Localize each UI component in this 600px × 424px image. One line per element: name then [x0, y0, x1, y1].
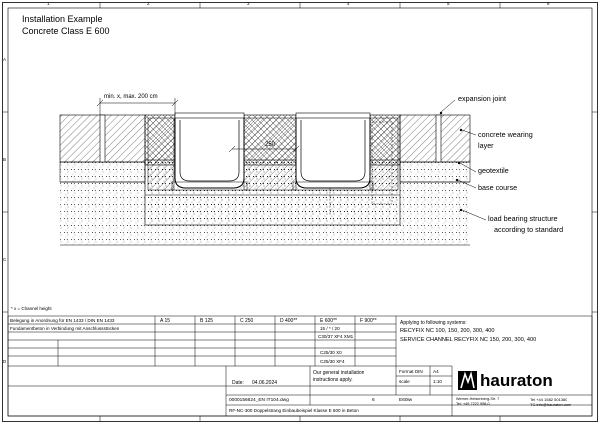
doc-code: E60lw [399, 398, 413, 403]
scale-label: scale [399, 379, 410, 384]
dimension-min-max-label: min. x, max. 200 cm [104, 94, 158, 100]
date-value: 04.06.2024 [252, 380, 278, 386]
row4-e600: C25/30 X0 [320, 350, 342, 355]
drawing-title: Installation Example [22, 14, 103, 24]
email: TC.info@hauraton.com [530, 402, 572, 407]
company-line-2: Tel: +49 7222 958-0 [456, 402, 490, 406]
general-note-1: Our general installation [313, 370, 365, 376]
label-base-course: base course [478, 183, 518, 192]
drawing-description: RF-NC-300 Doppelstrang Einbaubeispiel Klasse E 600 in Beton [229, 408, 359, 413]
brand-name: hauraton [480, 371, 553, 390]
load-class-f900: F 900** [360, 318, 377, 324]
row2-left: Fundamentbeton in Verbindung mit Anschlussstücken [10, 326, 120, 331]
col-number-6: 6 [547, 1, 550, 6]
label-geotextile: geotextile [478, 166, 509, 175]
general-note-2: instructions apply. [313, 377, 353, 383]
system-line-1: RECYFIX NC 100, 150, 200, 300, 400 [400, 328, 495, 334]
label-load-bearing-2: according to standard [494, 225, 564, 234]
drainage-channel-left [172, 113, 247, 190]
company-line-1: Werner-Heisenberg-Str. 7 [456, 397, 500, 401]
row-letter-c: C [3, 257, 7, 262]
row5-e600: C25/30 XF4 [320, 359, 345, 364]
row-letter-b: B [3, 157, 7, 162]
load-class-a15: A 15 [160, 318, 171, 324]
system-line-2: SERVICE CHANNEL RECYFIX NC 150, 200, 300, 400 [400, 337, 537, 343]
load-class-e600: E 600** [320, 318, 337, 324]
label-concrete-wearing-1: concrete wearing [478, 130, 533, 139]
col-number-1: 1 [47, 1, 50, 6]
row2-e600: 15 / * / 20 [320, 326, 340, 331]
load-class-c250: C 250 [240, 318, 254, 324]
title-block-grid [8, 316, 592, 416]
col-number-3: 3 [247, 1, 250, 6]
sheet-number: 6 [372, 398, 375, 403]
category-label: Belegung in Anordnung für EN 1433 / DIN EN 1433 [10, 318, 115, 323]
drainage-channel-right [293, 113, 373, 190]
label-load-bearing-1: load bearing structure [488, 214, 558, 223]
format-value: A4 [433, 369, 439, 374]
applies-to-label: Applying to following systems: [400, 320, 467, 326]
label-expansion-joint: expansion joint [458, 94, 506, 103]
drawing-subtitle: Concrete Class E 600 [22, 26, 110, 36]
row-letter-d: D [3, 359, 7, 364]
footnote: * x = Channel height [11, 306, 52, 311]
load-class-d400: D 400** [280, 318, 298, 324]
hauraton-logo-mark [458, 371, 477, 390]
dimension-250-label: 250 [265, 142, 276, 148]
date-label: Date: [232, 380, 244, 386]
scale-value: 1:10 [433, 379, 442, 384]
phone: Tel +44 1582 501380 [530, 397, 568, 402]
format-label: Format DIN [399, 369, 423, 374]
row3-e600: C30/37 XF4 XM1 [318, 334, 354, 339]
dimension-min-max [97, 98, 178, 115]
col-number-5: 5 [447, 1, 450, 6]
label-concrete-wearing-2: layer [478, 141, 494, 150]
col-number-2: 2 [147, 1, 150, 6]
load-class-b125: B 125 [200, 318, 214, 324]
file-name: 0000156624_EN IT104.dwg [229, 398, 289, 403]
col-number-4: 4 [347, 1, 350, 6]
row-letter-a: A [3, 57, 7, 62]
